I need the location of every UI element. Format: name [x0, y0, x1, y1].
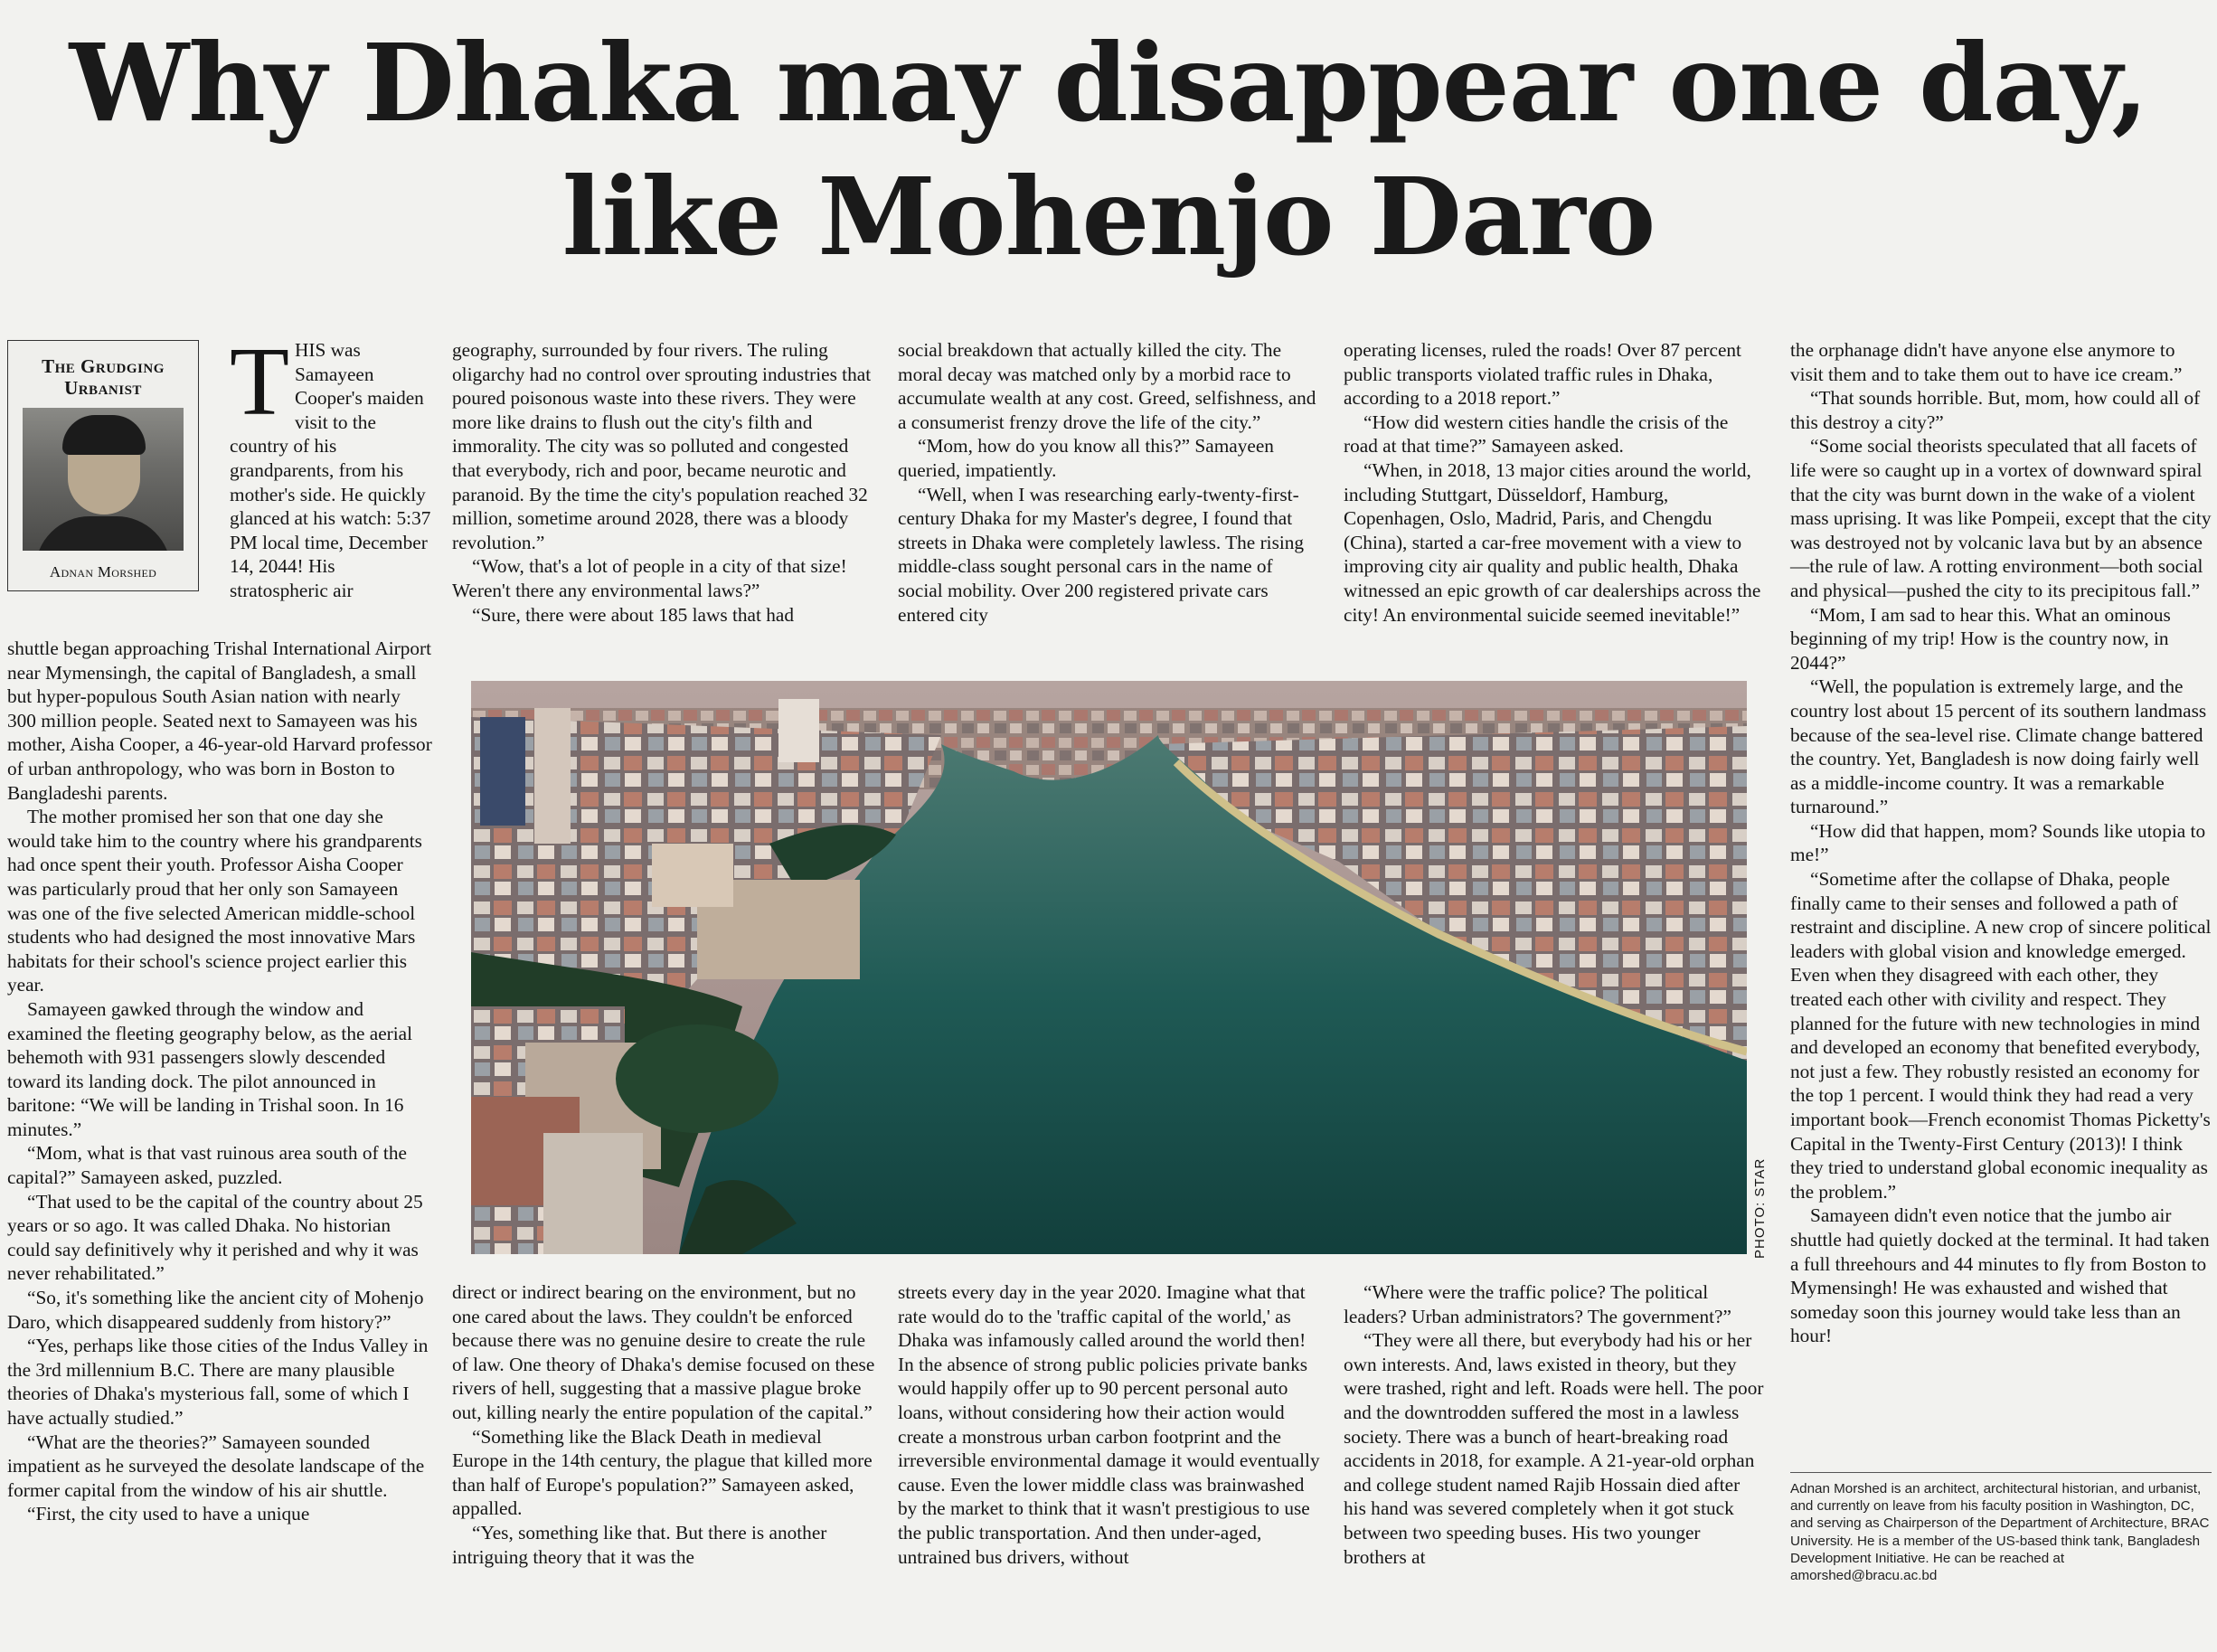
column-3-bottom: [898, 1280, 1321, 1569]
paragraph: “Something like the Black Death in medieval Europe in the 14th century, the plague that killed more than half of Europe's population?” Samayeen asked, appalled.: [452, 1425, 873, 1520]
paragraph: operating licenses, ruled the roads! Over 87 percent public transports violated traffic rules in Dhaka, according to a 2018 report.”: [1344, 339, 1741, 410]
author-name: Adnan Morshed: [49, 563, 157, 581]
paragraph: social breakdown that actually killed the city. The moral decay was matched only by a morbid race to accumulate wealth at any cost. Greed, selfishness, and a consumerist frenzy drove the life of the city.”: [898, 339, 1316, 433]
headline-line-2: like Mohenjo Daro: [561, 154, 1656, 279]
byline-box: [7, 340, 199, 591]
column-4-top: [1344, 338, 1767, 627]
column-1: [7, 637, 432, 1526]
paragraph: direct or indirect bearing on the environment, but no one cared about the laws. They couldn't be enforced because there was no genuine desire to create the rule of law. One theory of Dhaka's demise focused on these rivers of hell, suggesting that a massive plague broke out, killing nearly the entire population of the capital.”: [452, 1281, 875, 1423]
paragraph: streets every day in the year 2020. Imagine what that rate would do to the 'traffic capital of the world,' as Dhaka was infamously called around the world then! In the absence of strong public policies private banks would happily offer up to 90 percent personal auto loans, without considering how their action would create a monstrous urban carbon footprint and the irreversible environmental damage it would eventually cause. Even the lower middle class was brainwashed by the market to think that it wasn't prestigious to use the public transportation. And then under-aged, untrained bus drivers, without: [898, 1281, 1320, 1568]
paragraph: “Mom, I am sad to hear this. What an ominous beginning of my trip! How is the country now, in 2044?”: [1790, 603, 2171, 674]
column-2-bottom: [452, 1280, 877, 1569]
author-photo: [23, 408, 184, 551]
paragraph: “Wow, that's a lot of people in a city of that size! Weren't there any environmental laws?”: [452, 555, 847, 601]
paragraph: “Sure, there were about 185 laws that had: [472, 603, 795, 626]
paragraph: “So, it's something like the ancient city of Mohenjo Daro, which disappeared suddenly from history?”: [7, 1287, 424, 1333]
column-5: [1790, 338, 2212, 1348]
paragraph: “Well, when I was researching early-twenty-first-century Dhaka for my Master's degree, I found that streets in Dhaka were completely lawless. The rising middle-class sought personal cars in the name of social mobility. Over 200 registered private cars entered city: [898, 483, 1305, 626]
paragraph: “When, in 2018, 13 major cities around the world, including Stuttgart, Düsseldorf, Hamburg, Copenhagen, Oslo, Madrid, Paris, and Chengdu (China), started a car-free movement with a view to improving city air quality and public health, Dhaka witnessed an epic growth of car dealerships across the city! An environmental suicide seemed inevitable!”: [1344, 458, 1761, 626]
column-2-top: [452, 338, 877, 627]
paragraph: “They were all there, but everybody had his or her own interests. And, laws existed in theory, but they were trashed, right and left. Roads were hell. The poor and the downtrodden suffered the most in a lawless society. There was a bunch of heart-breaking road accidents in 2018, for example. A 21-year-old orphan and college student named Rajib Hossain died after his hand was severed completely when it got stuck between two speeding buses. His two younger brothers at: [1344, 1329, 1764, 1568]
paragraph: “That used to be the capital of the country about 25 years or so ago. It was called Dhaka. No historian could say definitively why it perished and why it was never rehabilitated.”: [7, 1190, 423, 1285]
paragraph: “Mom, what is that vast ruinous area south of the capital?” Samayeen asked, puzzled.: [7, 1142, 407, 1189]
paragraph: “Sometime after the collapse of Dhaka, people finally came to their senses and followed a path of restraint and discipline. A new crop of sincere political leaders with global vision and knowledge emerged. Even when they disagreed with each other, they treated each other with civility and respect. They planned for the future with new technologies in mind and developed an economy that benefited everybody, not just a few. They robustly resisted an economy for the top 1 percent. I would think they had read a very important book—French economist Thomas Picketty's Capital in the Twenty-First Century (2013)! I think they tried to understand global economic inequality as the problem.”: [1790, 868, 2212, 1203]
paragraph: “Well, the population is extremely large, and the country lost about 15 percent of its southern landmass because of the sea-level rise. Climate change battered the country. Yet, Bangladesh is now doing fairly well as a middle-income country. It was a remarkable turnaround.”: [1790, 675, 2207, 818]
drop-cap: T: [230, 328, 289, 436]
paragraph: the orphanage didn't have anyone else anymore to visit them and to take them out to have ice cream.”: [1790, 339, 2183, 385]
paragraph: shuttle began approaching Trishal International Airport near Mymensingh, the capital of Bangladesh, a small but hyper-populous South Asian nation with nearly 300 million people. Seated next to Samayeen was his mother, Aisha Cooper, a 46-year-old Harvard professor of urban anthropology, who was born in Boston to Bangladeshi parents.: [7, 637, 432, 804]
paragraph: “How did western cities handle the crisis of the road at that time?” Samayeen asked.: [1344, 411, 1729, 458]
paragraph: “Mom, how do you know all this?” Samayeen queried, impatiently.: [898, 435, 1274, 481]
paragraph: “Yes, perhaps like those cities of the Indus Valley in the 3rd millennium B.C. There are many plausible theories of Dhaka's mysterious fall, some of which I have actually studied.”: [7, 1335, 429, 1429]
photo-credit: PHOTO: STAR: [1752, 1157, 1768, 1259]
paragraph: Samayeen gawked through the window and examined the fleeting geography below, as the aerial behemoth with 931 passengers slowly descended toward its landing dock. The pilot announced in baritone: “We will be landing in Trishal soon. In 16 minutes.”: [7, 997, 413, 1140]
paragraph: “How did that happen, mom? Sounds like utopia to me!”: [1790, 819, 2206, 866]
paragraph: The mother promised her son that one day she would take him to the country where his grandparents had once spent their youth. Professor Aisha Cooper was particularly proud that her only son Samayeen was one of the five selected American middle-school students who had designed the most innovative Mars habitats for their school's science project earlier this year.: [7, 806, 422, 996]
column-1-top: [230, 328, 438, 637]
lead-paragraph: HIS was Samayeen Cooper's maiden visit to the country of his grandparents, from his mother's side. He quickly glanced at his watch: 5:37 PM local time, December 14, 2044! His stratospheric air: [230, 339, 431, 601]
headline-line-1: Why Dhaka may disappear one day,: [69, 20, 2148, 146]
paragraph: “That sounds horrible. But, mom, how could all of this destroy a city?”: [1790, 387, 2201, 433]
paragraph: “Some social theorists speculated that all facets of life were so caught up in a vortex of downward spiral that the city was burnt down in the wake of a violent mass uprising. It was like Pompeii, except that the city was destroyed not by volcanic lava but by an absence—the rule of law. A rotting environment—both social and physical—pushed the city to its precipitous fall.”: [1790, 435, 2212, 601]
column-name: The Grudging Urbanist: [42, 355, 165, 399]
paragraph: “Yes, something like that. But there is another intriguing theory that it was the: [452, 1521, 827, 1568]
author-bio: Adnan Morshed is an architect, architectural historian, and urbanist, and currently on leave from his faculty position in Washington, DC, and serving as Chairperson of the Department of Architecture, BRAC University. He is a member of the US-based think tank, Bangladesh Development Initiative. He can be reached at amorshed@bracu.ac.bd: [1790, 1472, 2212, 1584]
paragraph: “First, the city used to have a unique: [27, 1503, 310, 1525]
paragraph: “Where were the traffic police? The political leaders? Urban administrators? The government?”: [1344, 1281, 1731, 1327]
aerial-city-photo: [471, 681, 1747, 1254]
paragraph: geography, surrounded by four rivers. The ruling oligarchy had no control over sprouting industries that poured poisonous waste into these rivers. They were more like drains to flush out the city's filth and immorality. The city was so polluted and congested that everybody, rich and poor, became neurotic and paranoid. By the time the city's population reached 32 million, sometime around 2028, there was a bloody revolution.”: [452, 339, 872, 553]
column-3-top: [898, 338, 1321, 627]
paragraph: “What are the theories?” Samayeen sounded impatient as he surveyed the desolate landscape of the former capital from the window of his air shuttle.: [7, 1430, 425, 1501]
column-4-bottom: [1344, 1280, 1767, 1569]
paragraph: Samayeen didn't even notice that the jumbo air shuttle had quietly docked at the terminal. It had taken a full threehours and 44 minutes to fly from Boston to Mymensingh! He was exhausted and wished that someday soon this journey would take less than an hour!: [1790, 1204, 2210, 1347]
headline: [0, 16, 2217, 284]
